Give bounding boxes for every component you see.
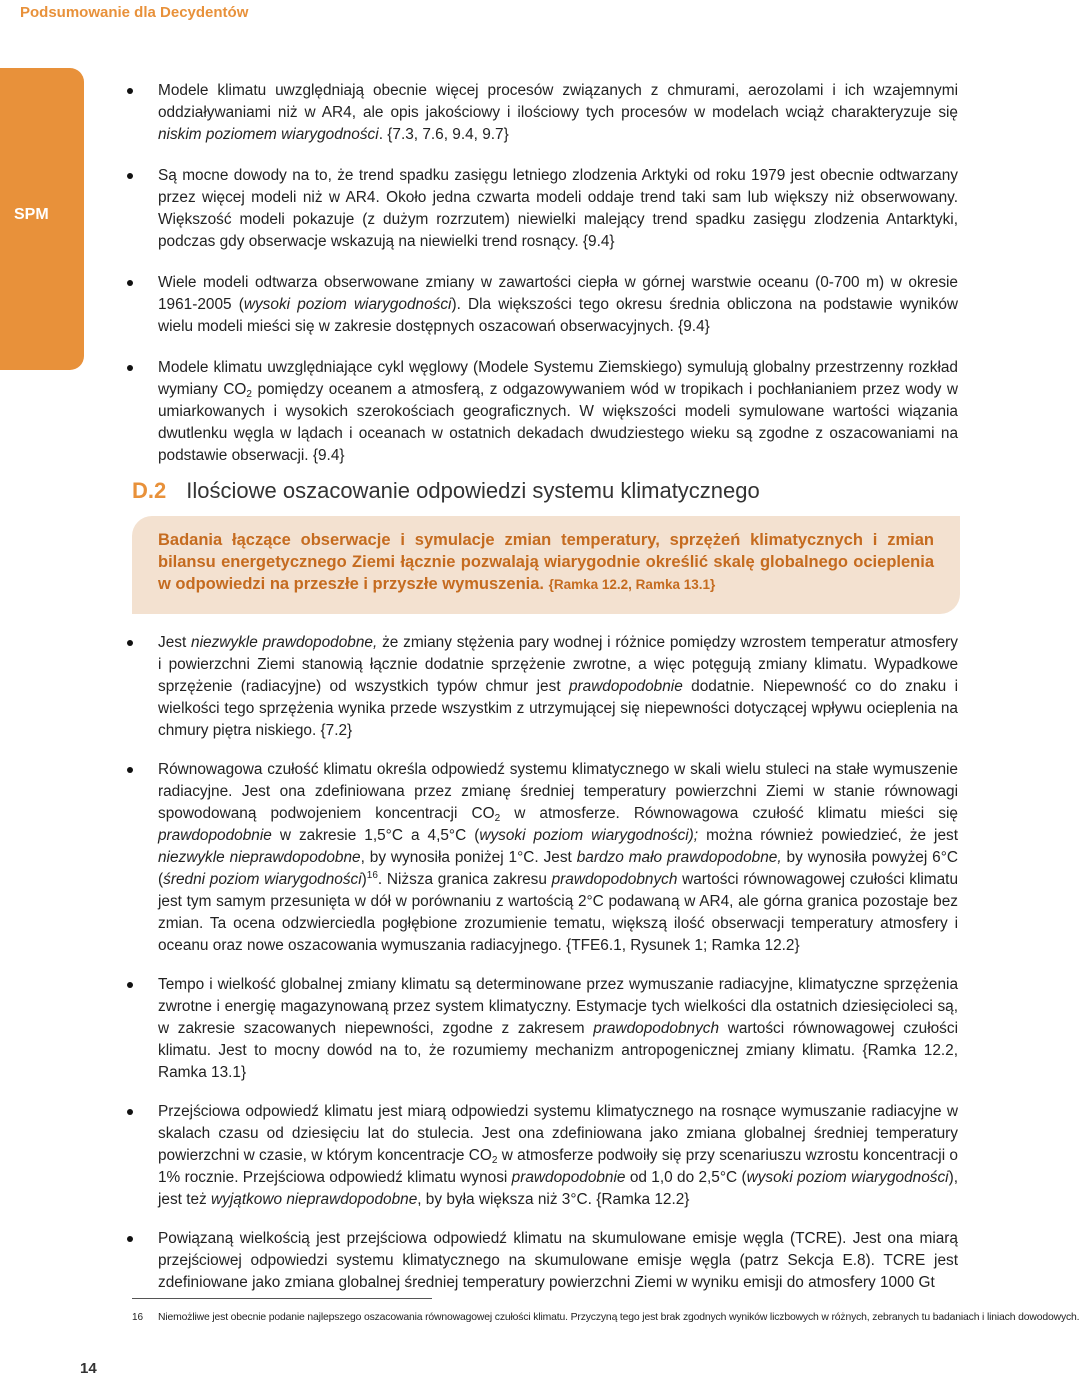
bullet-text: Są mocne dowody na to, że trend spadku zasięgu letniego zlodzenia Arktyki od roku 1979 jest obecnie odtwarzany przez więcej modeli niż w AR4. Około jedna czwarta modeli oddaje trend taki sam lub większy niż obserwowany. Większość modeli pokazuje (z dużym rozrzutem) niewielki malejący trend spadku zasięgu zlodzenia Antarktyki, podczas gdy obserwacje wskazują na niewielki trend rosnący. {9.4} <box>158 167 958 250</box>
bullet-item <box>132 357 958 467</box>
italic-text: wysoki poziom wiarygodności <box>746 1169 949 1186</box>
italic-text: prawdopodobnie <box>568 678 683 695</box>
italic-text: wyjątkowo nieprawdopodobne <box>211 1191 418 1208</box>
italic-text: prawdopodobnych <box>593 1020 720 1037</box>
bullet-text: ) <box>361 871 367 888</box>
bullet-text: w atmosferze podwoiły się przy scenariuszu wzrostu koncentracji o 1% rocznie. Przejściowa odpowiedź klimatu wynosi <box>158 1147 958 1186</box>
header-title: Podsumowanie dla Decydentów <box>20 4 249 21</box>
footnote-ref: 16 <box>366 870 378 881</box>
top-bullet-section <box>132 80 958 486</box>
section-title: Ilościowe oszacowanie odpowiedzi systemu klimatycznego <box>186 478 760 503</box>
bullet-text: od 1,0 do 2,5°C ( <box>625 1169 747 1186</box>
bullet-text: Jest <box>158 634 192 651</box>
section-heading <box>132 478 760 504</box>
bullet-item <box>132 80 958 146</box>
italic-text: niezwykle prawdopodobne, <box>191 634 378 651</box>
bullet-text: Równowagowa czułość klimatu określa odpowiedź systemu klimatycznego w skali wielu stuleci na stałe wymuszenie radiacyjne. Jest ona zdefiniowana przez zmianę średniej temperatury powierzchni Ziemi w stanie równowagi spowodowaną podwojeniem koncentracji CO <box>158 761 958 822</box>
key-finding-text <box>158 529 934 596</box>
bullet-item <box>132 632 958 742</box>
spm-tab-label: SPM <box>14 206 49 223</box>
italic-text: prawdopodobnie <box>158 827 272 844</box>
bullet-text: by wynosiła powyżej 6°C ( <box>158 849 958 888</box>
bullet-text: Powiązaną wielkością jest przejściowa odpowiedź klimatu na skumulowane emisje węgla (TCRE). Jest ona miarą przejściowej odpowiedzi systemu klimatycznego na skumulowane emisje węgla (patrz Sekcja E.8). TCRE jest zdefiniowane jako zmiana globalnej średniej temperatury powierzchni Ziemi w wyniku emisji do atmosfery 1000 Gt <box>158 1230 958 1291</box>
bullet-text: wartości równowagowej czułości klimatu. Jest to mocny dowód na to, że rozumiemy mechanizm antropogenicznej zmiany klimatu. {Ramka 12.2, Ramka 13.1} <box>158 1020 958 1081</box>
bullet-text: , by wynosiła poniżej 1°C. Jest <box>360 849 577 866</box>
footnote-number: 16 <box>132 1312 144 1323</box>
bullet-text: można również powiedzieć, że jest <box>698 827 959 844</box>
footnote-text: Niemożliwe jest obecnie podanie najlepszego oszacowania równowagowej czułości klimatu. Przyczyną tego jest brak zgodnych wyników liczbowych w różnych, zebranych tu badaniach i liniach dowodowych. <box>158 1312 1079 1323</box>
bullet-text: , by była większa niż 3°C. {Ramka 12.2} <box>417 1191 690 1208</box>
footnote-divider <box>132 1298 432 1299</box>
bullet-item <box>132 974 958 1084</box>
bullet-text: że zmiany stężenia pary wodnej i różnice pomiędzy wzrostem temperatur atmosfery i powierzchni Ziemi stanowią łącznie dodatnie sprzężenie zwrotne, a więc potęgują zmiany klimatu. Wypadkowe sprzężenie (radiacyjne) od wszystkich typów chmur jest <box>158 634 958 695</box>
key-finding-reference: {Ramka 12.2, Ramka 13.1} <box>548 577 716 592</box>
bottom-bullet-list <box>132 632 958 1294</box>
top-bullet-list <box>132 80 958 467</box>
page-number: 14 <box>80 1360 97 1377</box>
bullet-text: . Niższa granica zakresu <box>377 871 552 888</box>
bullet-text: . {7.3, 7.6, 9.4, 9.7} <box>378 126 509 143</box>
italic-text: prawdopodobnych <box>551 871 678 888</box>
italic-text: prawdopodobnie <box>511 1169 626 1186</box>
italic-text: wysoki poziom wiarygodności <box>243 296 452 313</box>
key-finding-statement: Badania łączące obserwacje i symulacje zmian temperatury, sprzężeń klimatycznych i zmian bilansu energetycznego Ziemi łącznie pozwalają wiarygodnie określić skalę globalnego ocieplenia w odpowiedzi na przeszłe i przyszłe wymuszenia. <box>158 531 934 593</box>
bullet-text: Tempo i wielkość globalnej zmiany klimatu są determinowane przez wymuszanie radiacyjne, klimatyczne sprzężenia zwrotne i energię magazynowaną przez system klimatyczny. Estymacje tych wielkości dla ostatnich dziesięcioleci są, w zakresie szacowanych niepewności, zgodne z zakresem <box>158 976 958 1037</box>
subscript: 2 <box>246 389 252 400</box>
spm-side-tab <box>0 68 84 370</box>
italic-text: niskim poziomem wiarygodności <box>158 126 379 143</box>
bullet-text: Modele klimatu uwzględniają obecnie więcej procesów związanych z chmurami, aerozolami i ich wzajemnymi oddziaływaniami niż w AR4, ale opis jakościowy i ilościowy tych procesów w modelach wciąż charakteryzuje się <box>158 82 958 121</box>
bullet-text: pomiędzy oceanem a atmosferą, z odgazowywaniem wód w tropikach i pochłanianiem przez wody w umiarkowanych i wysokich szerokościach geograficznych. W większości modeli symulowane wartości wiązania dwutlenku węgla w lądach i oceanach w ostatnich dekadach dwudziestego wieku są zgodne z oszacowaniami na podstawie obserwacji. {9.4} <box>158 381 958 464</box>
bullet-item <box>132 272 958 338</box>
italic-text: bardzo mało prawdopodobne, <box>576 849 782 866</box>
italic-text: niezwykle nieprawdopodobne <box>158 849 361 866</box>
subscript: 2 <box>491 1155 498 1166</box>
bullet-item <box>132 1228 958 1294</box>
bottom-bullet-section <box>132 632 958 1311</box>
bullet-item <box>132 759 958 957</box>
key-finding-box <box>132 516 960 614</box>
italic-text: średni poziom wiarygodności <box>163 871 362 888</box>
bullet-text: Modele klimatu uwzględniające cykl węglowy (Modele Systemu Ziemskiego) symulują globalny przestrzenny rozkład wymiany CO <box>158 359 958 398</box>
bullet-text: w atmosferze. Równowagowa czułość klimatu mieści się <box>500 805 958 822</box>
bullet-text: ). Dla większości tego okresu średnia obliczona na podstawie wyników wielu modeli mieści się w zakresie dostępnych oszacowań obserwacyjnych. {9.4} <box>158 296 958 335</box>
bullet-item <box>132 1101 958 1211</box>
bullet-text: Wiele modeli odtwarza obserwowane zmiany w zawartości ciepła w górnej warstwie oceanu (0-700 m) w okresie 1961-2005 ( <box>158 274 958 313</box>
bullet-text: wartości równowagowej czułości klimatu jest tym samym przesunięta w dół w porównaniu z wartością 2°C podawaną w AR4, ale górna granica pozostaje bez zmian. Ta ocena odzwierciedla pogłębione zrozumienie tematu, większą ilość obserwacji temperatury atmosfery i oceanu oraz nowe oszacowania wymuszania radiacyjnego. {TFE6.1, Rysunek 1; Ramka 12.2} <box>158 871 959 954</box>
bullet-text: dodatnie. Niepewność co do znaku i wielkości tego sprzężenia wynika przede wszystkim z utrzymującej się niepewności dotyczącej wpływu ocieplenia na chmury piętra niskiego. {7.2} <box>158 678 958 739</box>
italic-text: wysoki poziom wiarygodności); <box>479 827 699 844</box>
bullet-text: Przejściowa odpowiedź klimatu jest miarą odpowiedzi systemu klimatycznego na rosnące wymuszanie radiacyjne w skalach czasu od dziesięciu lat do stulecia. Jest ona zdefiniowana jako zmiana globalnej średniej temperatury powierzchni w czasie, w którym koncentracje CO <box>158 1103 958 1164</box>
bullet-item <box>132 165 958 253</box>
section-number: D.2 <box>132 478 167 503</box>
bullet-text: w zakresie 1,5°C a 4,5°C ( <box>271 827 480 844</box>
bullet-text: ), jest też <box>158 1169 959 1208</box>
subscript: 2 <box>494 813 501 824</box>
